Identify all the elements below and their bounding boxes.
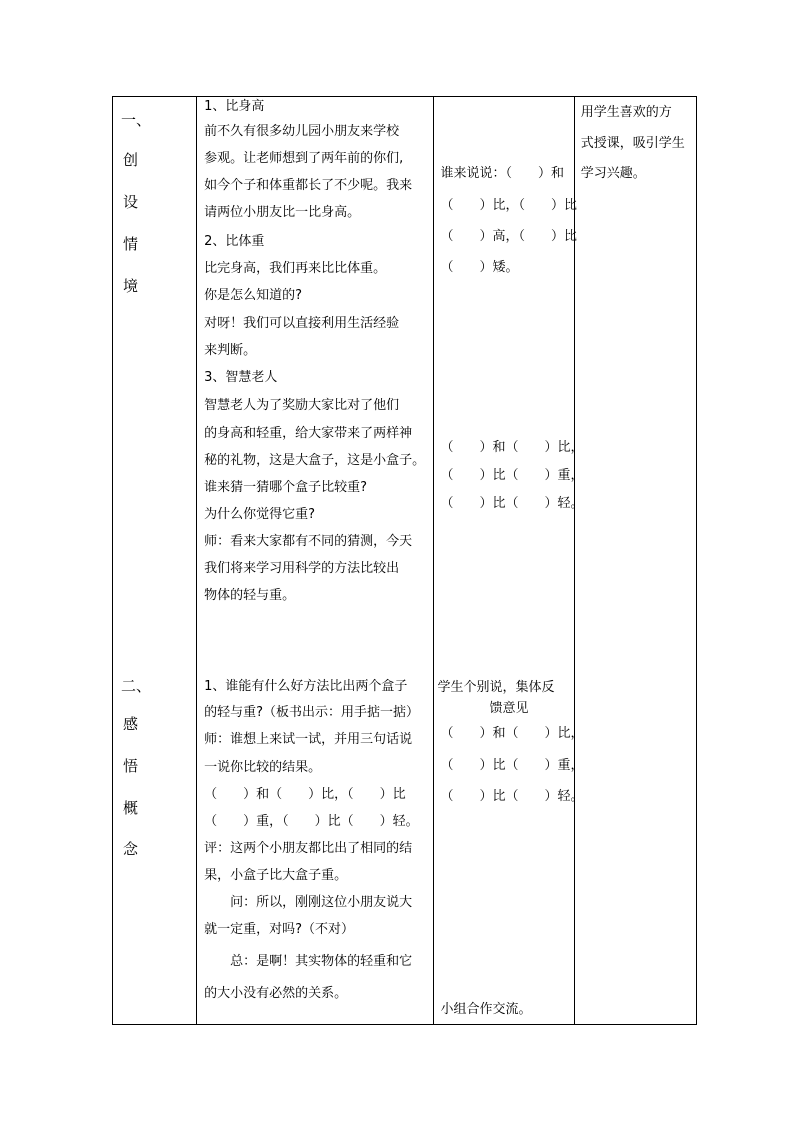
teacher-activity-column: [197, 97, 433, 1025]
section-1-student-line: （ ）和（ ）比，: [440, 440, 584, 455]
section-1-line: 2、比体重: [204, 234, 265, 249]
section-1-line: 请两位小朋友比一比身高。: [204, 205, 361, 220]
stage-1-char: 设: [123, 193, 139, 211]
student-activity-column: [433, 97, 584, 1025]
intent-line: 式授课，吸引学生: [580, 136, 685, 151]
section-2-line: （ ）和（ ）比，（ ）比: [204, 787, 406, 802]
section-1-line: 对呀！我们可以直接利用生活经验: [204, 316, 400, 331]
section-2-line: 果，小盒子比大盒子重。: [204, 868, 348, 883]
section-1-line: 谁来猜一猜哪个盒子比较重?: [204, 480, 368, 495]
section-2-line: 1、谁能有什么好方法比出两个盒子: [204, 679, 408, 694]
section-1-line: 我们将来学习用科学的方法比较出: [204, 561, 400, 576]
section-2-student-line: 小组合作交流。: [440, 1002, 532, 1017]
section-1-line: 师：看来大家都有不同的猜测，今天: [204, 534, 413, 549]
stage-1-char: 境: [123, 277, 139, 295]
section-1-line: 比完身高，我们再来比比体重。: [204, 261, 387, 276]
section-2-student-line: 馈意见: [489, 701, 529, 716]
section-1-line: 秘的礼物，这是大盒子，这是小盒子。: [204, 453, 426, 468]
section-1-line: 你是怎么知道的?: [204, 288, 303, 303]
stage-1-char: 情: [123, 235, 139, 253]
section-1-line: 1、比身高: [204, 99, 265, 114]
section-1-line: 参观。让老师想到了两年前的你们,: [204, 151, 404, 166]
section-2-student-line: 学生个别说，集体反: [437, 680, 555, 695]
section-1-line: 为什么你觉得它重?: [204, 507, 316, 522]
section-1-student-line: （ ）比，（ ）比: [440, 198, 578, 213]
section-2-line: 的轻与重?（板书出示：用手掂一掂）: [204, 705, 420, 720]
section-2-line: （ ）重，（ ）比（ ）轻。: [204, 814, 419, 829]
section-1-student-line: （ ）矮。: [440, 260, 519, 275]
stage-2-char: 悟: [123, 757, 139, 775]
section-1-student-line: 谁来说说：（ ）和: [440, 166, 565, 181]
stage-2-char: 感: [123, 715, 139, 733]
section-2-line: 总：是啊！其实物体的轻重和它: [204, 954, 413, 969]
intent-line: 学习兴趣。: [580, 166, 646, 181]
section-2-line: 就一定重，对吗?（不对）: [204, 922, 355, 937]
section-2-line: 评：这两个小朋友都比出了相同的结: [204, 841, 413, 856]
section-1-student-line: （ ）比（ ）重，: [440, 468, 584, 483]
stage-1-char: 创: [123, 151, 139, 169]
section-1-student-line: （ ）高，（ ）比: [440, 229, 578, 244]
section-1-line: 来判断。: [204, 343, 257, 358]
stage-column: [113, 97, 197, 1025]
stage-2-number: 二、: [121, 677, 152, 695]
section-2-line: 一说你比较的结果。: [204, 760, 322, 775]
section-2-line: 的大小没有必然的关系。: [204, 986, 348, 1001]
stage-2-char: 概: [123, 799, 139, 817]
section-1-line: 的身高和轻重，给大家带来了两样神: [204, 426, 413, 441]
section-1-student-line: （ ）比（ ）轻。: [440, 496, 584, 511]
stage-2-char: 念: [123, 840, 139, 858]
section-2-student-line: （ ）和（ ）比，: [440, 726, 584, 741]
lesson-plan-table: [112, 96, 697, 1025]
section-1-line: 3、智慧老人: [204, 370, 278, 385]
intent-line: 用学生喜欢的方: [580, 105, 672, 120]
section-2-student-line: （ ）比（ ）轻。: [440, 789, 584, 804]
section-2-line: 问：所以，刚刚这位小朋友说大: [204, 895, 413, 910]
section-1-line: 前不久有很多幼儿园小朋友来学校: [204, 124, 400, 139]
section-1-line: 物体的轻与重。: [204, 588, 296, 603]
section-2-line: 师：谁想上来试一试，并用三句话说: [204, 732, 413, 747]
stage-1-number: 一、: [121, 111, 152, 129]
design-intent-column: [574, 97, 696, 1025]
section-1-line: 智慧老人为了奖励大家比对了他们: [204, 398, 400, 413]
section-1-line: 如今个子和体重都长了不少呢。我来: [204, 178, 413, 193]
section-2-student-line: （ ）比（ ）重，: [440, 758, 584, 773]
